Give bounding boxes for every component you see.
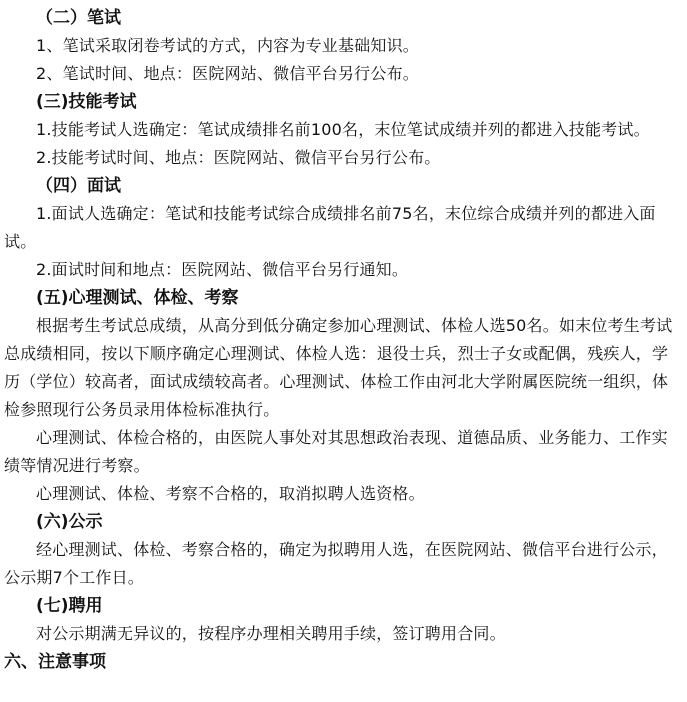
section-heading: （二）笔试 — [36, 8, 121, 28]
paragraph: 2.技能考试时间、地点：医院网站、微信平台另行公布。 — [36, 148, 441, 167]
paragraph: 1、笔试采取闭卷考试的方式，内容为专业基础知识。 — [36, 36, 419, 55]
section-heading: (五)心理测试、体检、考察 — [36, 288, 239, 308]
paragraph: 心理测试、体检合格的，由医院人事处对其思想政治表现、道德品质、业务能力、工作实绩等情况进行考察。 — [4, 428, 668, 475]
paragraph: 2、笔试时间、地点：医院网站、微信平台另行公布。 — [36, 64, 419, 83]
chapter-heading: 六、注意事项 — [4, 652, 106, 672]
section-heading: (三)技能考试 — [36, 92, 137, 112]
paragraph: 2.面试时间和地点：医院网站、微信平台另行通知。 — [36, 260, 409, 279]
section-heading: (六)公示 — [36, 512, 103, 532]
paragraph: 1.技能考试人选确定：笔试成绩排名前100名，末位笔试成绩并列的都进入技能考试。 — [36, 120, 650, 139]
section-heading: (七)聘用 — [36, 596, 103, 616]
paragraph: 经心理测试、体检、考察合格的，确定为拟聘用人选，在医院网站、微信平台进行公示，公示期7个工作日。 — [4, 540, 668, 587]
paragraph: 1.面试人选确定：笔试和技能考试综合成绩排名前75名，末位综合成绩并列的都进入面试。 — [4, 204, 656, 251]
paragraph: 对公示期满无异议的，按程序办理相关聘用手续，签订聘用合同。 — [36, 624, 506, 643]
paragraph: 心理测试、体检、考察不合格的，取消拟聘人选资格。 — [36, 484, 425, 503]
section-heading: （四）面试 — [36, 176, 121, 196]
paragraph: 根据考生考试总成绩，从高分到低分确定参加心理测试、体检人选50名。如末位考生考试总成绩相同，按以下顺序确定心理测试、体检人选：退役士兵，烈士子女或配偶，残疾人，学历（学位）较高者，面试成绩较高者。心理测试、体检工作由河北大学附属医院统一组织，体检参照现行公务员录用体检标准执行。 — [4, 316, 673, 419]
